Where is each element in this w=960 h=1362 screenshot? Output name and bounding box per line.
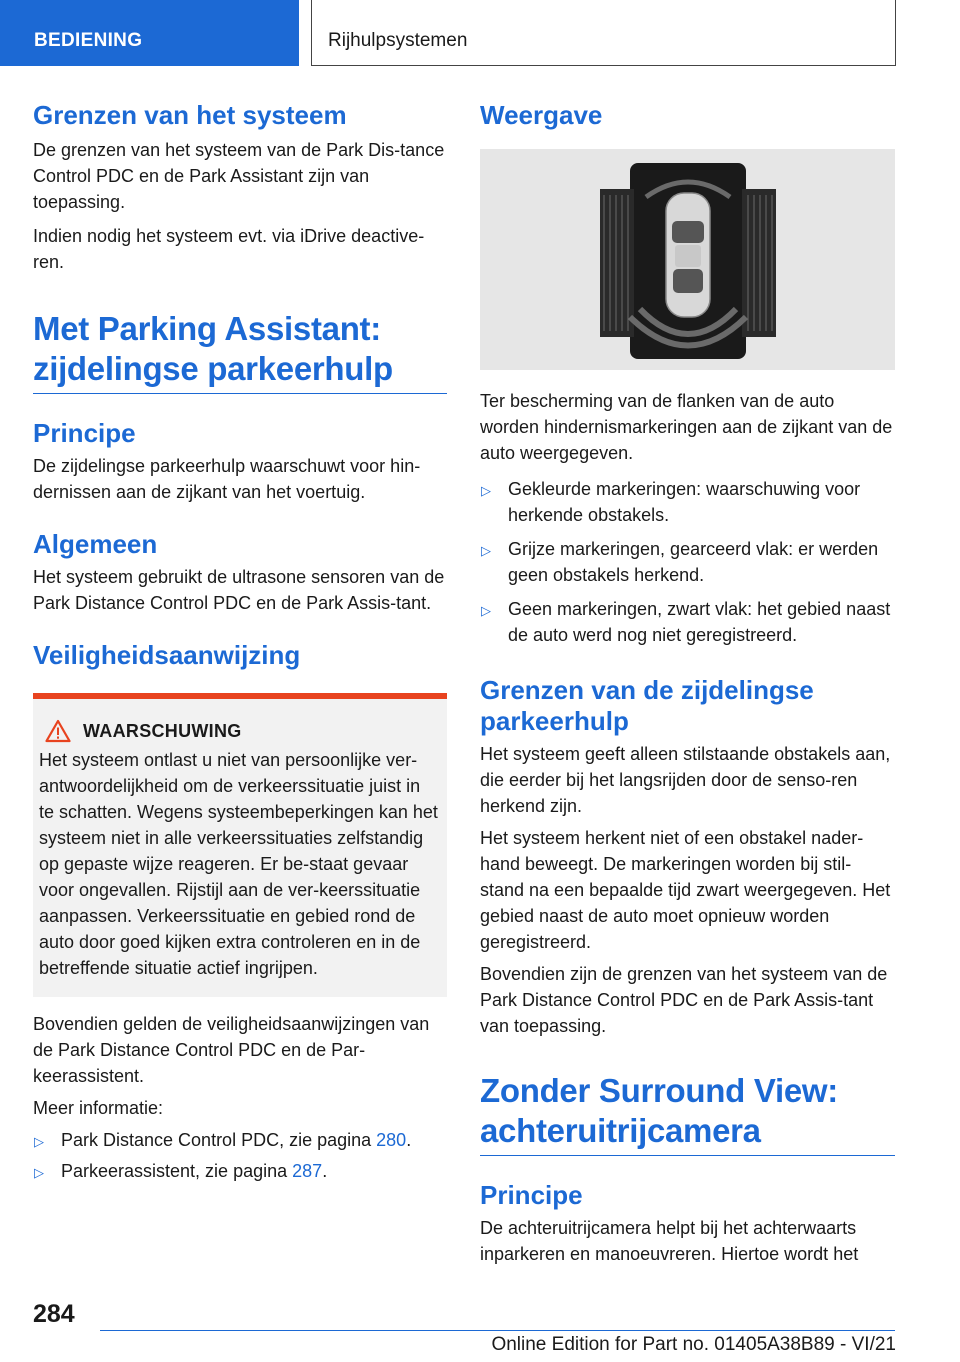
header-chapter-label: Rijhulpsystemen bbox=[328, 30, 468, 51]
heading-principle: Principe bbox=[33, 418, 136, 448]
header-section-tab bbox=[0, 0, 299, 66]
heading-rear-camera: Zonder Surround View: achteruitrijcamera bbox=[480, 1071, 895, 1156]
list-item: ▷ Geen markeringen, zwart vlak: het gebied naast de auto werd nog niet geregistreerd. bbox=[481, 599, 891, 645]
warning-text: Het systeem ontlast u niet van persoonlijke ver-antwoordelijkheid om de verkeerssituatie juist in te schatten. Wegens systeembeperkingen kan het systeem niet in alle verkeerssituaties zelfstandig op gepaste wijze reageren. Er be-staat gevaar voor ongevallen. Rijstijl aan de ver-keerssituatie aanpassen. Verkeerssituatie en gebied rond de auto door goed kijken extra controleren en in de betreffende situatie actief ingrijpen. bbox=[39, 750, 438, 978]
warning-title: WAARSCHUWING bbox=[83, 721, 242, 741]
side-parking-display-image bbox=[480, 149, 895, 370]
list-item: ▷ Grijze markeringen, gearceerd vlak: er werden geen obstakels herkend. bbox=[481, 539, 879, 585]
reference-text: Park Distance Control PDC, zie pagina bbox=[61, 1130, 377, 1150]
paragraph-side-limits-3: Bovendien zijn de grenzen van het systeem van de Park Distance Control PDC en de Park Assis-tant van toepassing. bbox=[480, 964, 888, 1036]
reference-text: Parkeerassistent, zie pagina bbox=[61, 1161, 293, 1181]
warning-header bbox=[39, 719, 439, 745]
heading-side-limits: Grenzen van de zijdelingse parkeerhulp bbox=[480, 675, 814, 736]
display-markings-list bbox=[480, 476, 895, 648]
footer-rule bbox=[100, 1330, 895, 1331]
paragraph-limits-1: De grenzen van het systeem van de Park Dis-tance Control PDC en de Park Assistant zijn van toepassing. bbox=[33, 140, 445, 212]
heading-system-limits: Grenzen van het systeem bbox=[33, 100, 347, 130]
list-bullet-icon: ▷ bbox=[34, 1134, 44, 1149]
page-link-280[interactable]: 280 bbox=[376, 1130, 407, 1150]
paragraph-side-limits-2: Het systeem herkent niet of een obstakel nader-hand beweegt. De markeringen worden bij stil-stand na een bepaalde tijd zwart weergegeven. Het gebied naast de auto moet opnieuw worden geregistreerd. bbox=[480, 828, 891, 952]
footer-edition: Online Edition for Part no. 01405A38B89 - VI/21 bbox=[491, 1334, 896, 1355]
list-item: ▷ Gekleurde markeringen: waarschuwing voor herkende obstakels. bbox=[481, 479, 861, 525]
header-section-label: BEDIENING bbox=[34, 30, 143, 51]
right-column bbox=[480, 100, 895, 1267]
list-bullet-icon: ▷ bbox=[34, 1165, 44, 1180]
warning-box bbox=[33, 693, 447, 997]
list-bullet-icon: ▷ bbox=[481, 483, 491, 498]
paragraph-display: Ter bescherming van de flanken van de auto worden hindernismarkeringen aan de zijkant van de auto weergegeven. bbox=[480, 391, 893, 463]
paragraph-also-applies: Bovendien gelden de veiligheidsaanwijzingen van de Park Distance Control PDC en de Par-keerassistent. bbox=[33, 1014, 430, 1086]
reference-item-parking-assistant: ▷ Parkeerassistent, zie pagina 287. bbox=[33, 1158, 447, 1184]
paragraph-general: Het systeem gebruikt de ultrasone sensoren van de Park Distance Control PDC en de Park Assis-tant. bbox=[33, 567, 445, 613]
list-bullet-icon: ▷ bbox=[481, 543, 491, 558]
reference-item-pdc: ▷ Park Distance Control PDC, zie pagina 280. bbox=[33, 1127, 447, 1153]
paragraph-principle: De zijdelingse parkeerhulp waarschuwt voor hin-dernissen aan de zijkant van het voertuig. bbox=[33, 456, 421, 502]
paragraph-limits-2: Indien nodig het systeem evt. via iDrive deactive-ren. bbox=[33, 226, 425, 272]
heading-parking-assistant: Met Parking Assistant: zijdelingse parkeerhulp bbox=[33, 309, 447, 394]
left-column bbox=[33, 100, 447, 1189]
warning-triangle-icon bbox=[45, 719, 71, 743]
reference-list bbox=[33, 1127, 447, 1184]
list-bullet-icon: ▷ bbox=[481, 603, 491, 618]
paragraph-more-info: Meer informatie: bbox=[33, 1098, 164, 1118]
heading-principle-camera: Principe bbox=[480, 1180, 583, 1210]
car-top-view-illustration bbox=[480, 149, 895, 370]
page-link-287[interactable]: 287 bbox=[292, 1161, 323, 1181]
paragraph-side-limits-1: Het systeem geeft alleen stilstaande obstakels aan, die eerder bij het langsrijden door de senso-ren herkend zijn. bbox=[480, 744, 891, 816]
header-chapter bbox=[311, 0, 896, 66]
heading-display: Weergave bbox=[480, 100, 603, 130]
paragraph-principle-camera: De achteruitrijcamera helpt bij het achterwaarts inparkeren en manoeuvreren. Hiertoe wordt het bbox=[480, 1218, 859, 1264]
page-number: 284 bbox=[33, 1300, 75, 1328]
heading-general: Algemeen bbox=[33, 529, 158, 559]
heading-safety: Veiligheidsaanwijzing bbox=[33, 640, 301, 670]
